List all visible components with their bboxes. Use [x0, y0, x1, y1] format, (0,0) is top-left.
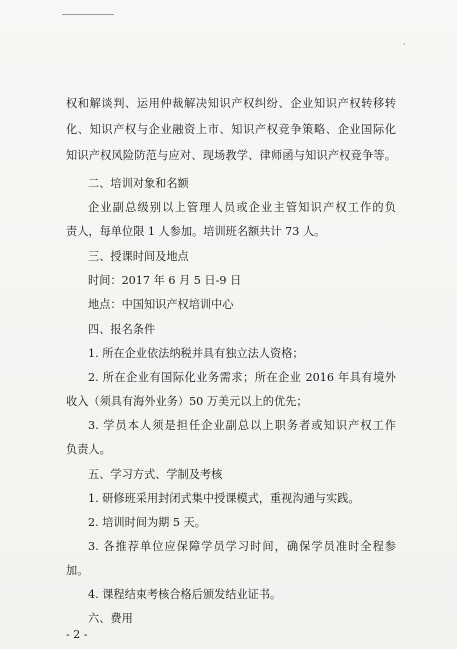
section-heading-4: 四、报名条件 [88, 323, 156, 336]
schedule-time: 时间：2017 年 6 月 5 日-9 日 [88, 274, 242, 287]
list-item-continuation: 收入（须具有海外业务）50 万美元以上的优先； [66, 395, 308, 408]
list-item-continuation: 加。 [66, 564, 89, 577]
body-line: 化、知识产权与企业融资上市、知识产权竞争策略、企业国际化 [66, 123, 396, 136]
section-heading-6: 六、费用 [88, 612, 133, 625]
list-item: 1. 研修班采用封闭式集中授课模式，重视沟通与实践。 [88, 492, 360, 505]
body-line: 权和解谈判、运用仲裁解决知识产权纠纷、企业知识产权转移转 [66, 97, 396, 110]
corner-mark: · [403, 40, 406, 49]
list-item: 2. 所在企业有国际化业务需求；所在企业 2016 年具有境外 [88, 371, 396, 384]
body-line: 企业副总级别以上管理人员或企业主管知识产权工作的负 [88, 201, 396, 214]
list-item: 1. 所在企业依法纳税并具有独立法人资格； [88, 347, 304, 360]
list-item: 3. 学员本人须是担任企业副总以上职务者或知识产权工作 [88, 419, 396, 432]
list-item-continuation: 负责人。 [66, 443, 111, 456]
list-item: 3. 各推荐单位应保障学员学习时间，确保学员准时全程参 [88, 540, 396, 553]
section-heading-3: 三、授课时间及地点 [88, 250, 189, 263]
body-line: 责人，每单位限 1 人参加。培训班名额共计 73 人。 [66, 225, 326, 238]
list-item: 4. 课程结束考核合格后颁发结业证书。 [88, 588, 282, 601]
list-item: 2. 培训时间为期 5 天。 [88, 516, 206, 529]
body-line: 知识产权风险防范与应对、现场教学、律师函与知识产权竞争等。 [66, 149, 396, 162]
section-heading-5: 五、学习方式、学制及考核 [88, 468, 223, 481]
section-heading-2: 二、培训对象和名额 [88, 177, 189, 190]
header-rule [62, 14, 114, 15]
page-number: - 2 - [66, 628, 88, 641]
schedule-location: 地点：中国知识产权培训中心 [88, 298, 234, 311]
